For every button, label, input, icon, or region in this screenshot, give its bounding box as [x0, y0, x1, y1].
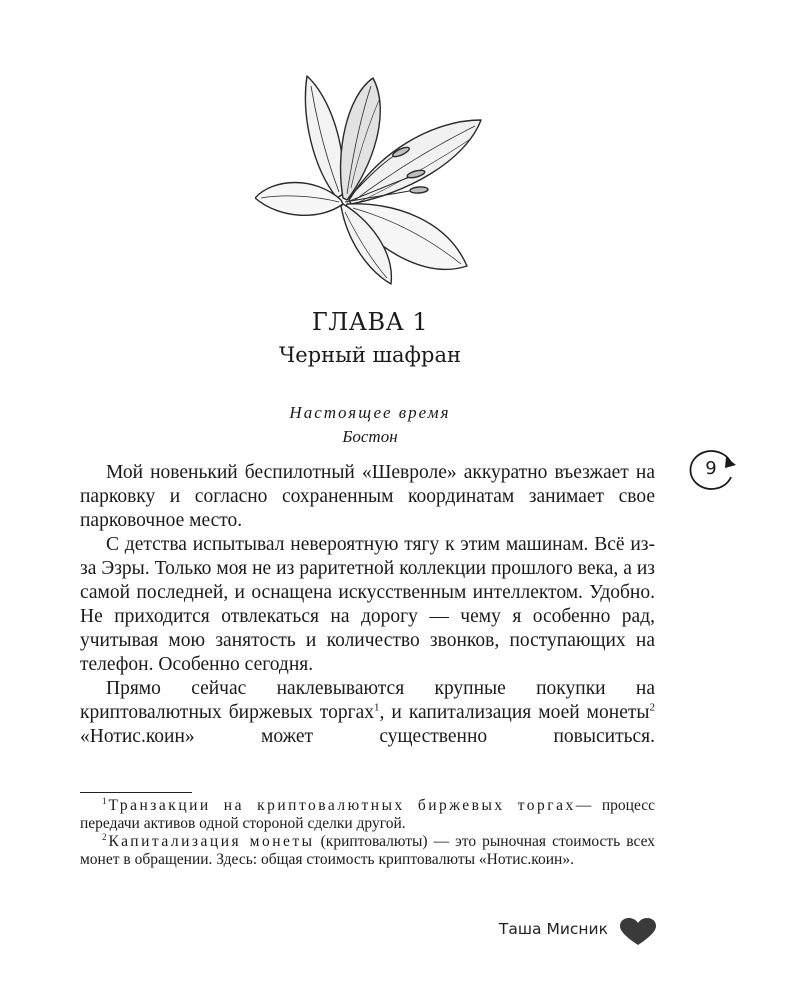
- epigraph-time: Настоящее время: [289, 403, 451, 422]
- chapter-subtitle: Черный шафран: [279, 343, 461, 367]
- footnote-2-number: 2: [102, 831, 107, 842]
- chapter-title: ГЛАВА 1: [311, 308, 429, 336]
- paragraph-3-part-b: , и капитализация моей монеты: [379, 702, 650, 723]
- paragraph-3: [80, 677, 655, 749]
- author-name: Таша Мисник: [498, 920, 608, 938]
- footnote-1-text: — процесс передачи активов одной стороной сделки другой.: [80, 797, 655, 832]
- footnote-ref-2[interactable]: 2: [649, 701, 655, 714]
- flower-illustration: [255, 70, 485, 292]
- paragraph-3-part-a: Прямо сейчас наклевываются крупные покупки на криптовалютных биржевых торгах: [80, 678, 655, 723]
- footnote-2-text: (криптовалюты) — это рыночная стоимость всех монет в обращении. Здесь: общая стоимость криптовалюты «Нотис.коин».: [80, 833, 655, 868]
- page-number: 9: [705, 458, 717, 479]
- paragraph-2: С детства испытывал невероятную тягу к этим машинам. Всё из-за Эзры. Только моя не из раритетной коллекции прошлого века, а из самой последней, и оснащена искусственным интеллектом. Удобно. Не приходится отвлекаться на дорогу — чему я особенно рад, учитывая мою занятость и количество звонков, поступающих на телефон. Особенно сегодня.: [80, 534, 655, 675]
- footnote-1: [80, 797, 655, 833]
- footnote-1-number: 1: [102, 795, 107, 806]
- footnotes: [80, 797, 655, 869]
- paragraph-1: Мой новенький беспилотный «Шевроле» аккуратно въезжает на парковку и согласно сохраненным координатам занимает свое парковочное место.: [80, 462, 655, 531]
- footnote-ref-1[interactable]: 1: [373, 701, 380, 714]
- paragraph-3-part-c: «Нотис.коин» может существенно повыситься.: [80, 726, 655, 747]
- footnote-1-term: Транзакции на криптовалютных биржевых торгах: [108, 797, 576, 814]
- heart-icon: [620, 918, 656, 946]
- footnote-divider: [80, 792, 192, 793]
- footnote-2-term: Капитализация монеты: [108, 833, 315, 850]
- body-text: [80, 461, 655, 749]
- footnote-2: [80, 833, 655, 869]
- epigraph-place: Бостон: [342, 427, 398, 446]
